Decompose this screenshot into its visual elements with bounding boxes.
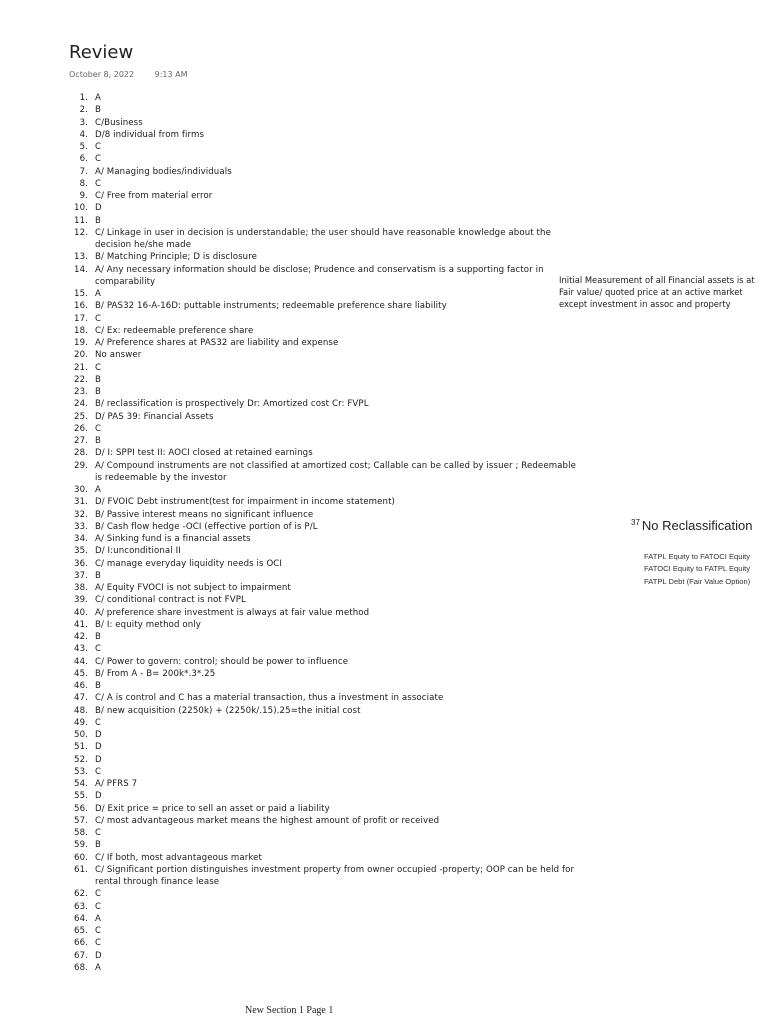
answer-item [68,215,583,227]
side-note: Initial Measurement of all Financial assets is at Fair value/ quoted price at an active market except investment in assoc and property [559,275,755,310]
answer-number: 16. [74,301,88,312]
answer-text: C/ Linkage in user in decision is understandable; the user should have reasonable knowledge about the decision he/she made [95,227,551,250]
answer-item [68,888,583,900]
answer-item [68,839,583,851]
answer-item [68,901,583,913]
answer-item [68,754,583,766]
answer-item [68,496,583,508]
answer-number: 64. [74,913,88,924]
answer-number: 23. [74,387,88,397]
answer-text: A [95,485,101,495]
answer-item [68,227,583,252]
answer-number: 40. [74,607,88,618]
answer-number: 9. [79,191,88,201]
answer-item [68,484,583,496]
answer-text: C/ manage everyday liquidity needs is OCI [95,558,283,569]
answer-item [68,423,583,435]
answer-number: 48. [74,705,88,716]
answer-item [68,582,583,594]
answer-text: C/ Ex: redeemable preference share [95,325,254,336]
answer-item [68,300,583,312]
answer-text: B [95,374,101,385]
reclassification-item: FATPL Debt (Fair Value Option) [644,576,751,586]
answer-number: 29. [74,460,88,471]
answer-text: C [95,142,102,152]
answer-item [68,460,583,485]
answer-item [68,803,583,815]
answer-text: D [95,742,102,753]
answer-text: D [95,730,102,740]
answer-number: 42. [74,632,88,642]
answer-list [68,92,583,974]
answer-number: 67. [74,950,88,961]
answer-item [68,913,583,925]
answer-item [68,411,583,423]
answer-text: C/ conditional contract is not FVPL [95,595,246,606]
answer-text: B [95,681,101,691]
answer-number: 45. [74,668,88,679]
answer-item [68,619,583,631]
answer-text: D/8 individual from firms [95,129,205,140]
answer-number: 2. [79,105,88,116]
page-date: October 8, 2022 [69,70,135,79]
answer-number: 13. [74,252,88,263]
answer-number: 30. [74,485,88,495]
reclassification-list [644,551,763,588]
answer-text: B/ I: equity method only [95,619,201,630]
answer-number: 20. [74,350,88,361]
answer-number: 3. [79,117,88,128]
answer-number: 32. [74,509,88,520]
reclassification-title: No Reclassification [641,518,753,533]
answer-number: 39. [74,595,88,606]
answer-text: A/ Preference shares at PAS32 are liability and expense [95,338,339,348]
answer-item [68,533,583,545]
answer-number: 24. [74,399,88,410]
answer-item [68,827,583,839]
answer-text: B/ new acquisition (2250k) + (2250k/.15).25=the initial cost [95,705,361,716]
answer-item [68,545,583,557]
answer-item [68,202,583,214]
answer-number: 50. [74,730,88,740]
answer-number: 66. [74,938,88,949]
answer-number: 12. [74,227,88,238]
answer-text: D [95,950,102,961]
answer-item [68,852,583,864]
answer-number: 47. [74,693,88,704]
answer-text: B [95,387,101,397]
answer-text: A [95,289,101,299]
answer-text: A [95,93,101,103]
answer-number: 26. [74,423,88,434]
answer-item [68,435,583,447]
answer-item [68,374,583,386]
answer-item [68,362,583,374]
answer-number: 35. [74,546,88,557]
answer-text: No answer [95,350,142,361]
answer-item [68,962,583,974]
answer-item [68,925,583,937]
answer-text: D/ FVOIC Debt instrument(test for impairment in income statement) [95,497,396,508]
answer-number: 19. [74,338,88,348]
answer-text: C/ Power to govern: control; should be power to influence [95,656,349,667]
answer-number: 10. [74,203,88,214]
answer-item [68,717,583,729]
answer-text: C [95,717,102,728]
answer-text: D [95,754,102,765]
answer-text: D/ Exit price = price to sell an asset or paid a liability [95,803,330,814]
answer-text: B/ Matching Principle; D is disclosure [95,252,258,263]
answer-text: C/ If both, most advantageous market [95,852,263,863]
answer-item [68,950,583,962]
answer-item [68,264,583,289]
answer-item [68,325,583,337]
page-time: 9:13 AM [154,70,188,79]
answer-number: 28. [74,448,88,459]
answer-text: D/ PAS 39: Financial Assets [95,411,214,422]
answer-item [68,166,583,178]
answer-number: 65. [74,926,88,936]
answer-number: 4. [79,129,88,140]
answer-number: 46. [74,681,88,691]
answer-text: C [95,644,102,655]
answer-item [68,386,583,398]
answer-text: C/Business [95,117,143,128]
answer-number: 33. [74,521,88,532]
answer-number: 14. [74,264,88,275]
answer-item [68,398,583,410]
reclassification-note [631,518,763,588]
answer-text: C/ Significant portion distinguishes investment property from owner occupied -property; OOP can be held for rental through finance lease [95,864,575,887]
answer-item [68,92,583,104]
answer-item [68,190,583,202]
page-title: Review [69,42,134,63]
answer-text: C/ most advantageous market means the highest amount of profit or received [95,815,440,826]
answer-number: 34. [74,534,88,544]
answer-item [68,680,583,692]
answer-text: A [95,913,101,924]
answer-number: 18. [74,325,88,336]
answer-text: C/ A is control and C has a material transaction, thus a investment in associate [95,693,444,704]
answer-text: B [95,436,101,446]
answer-number: 61. [74,864,88,875]
answer-text: B/ reclassification is prospectively Dr: Amortized cost Cr: FVPL [95,399,369,410]
answer-number: 17. [74,313,88,324]
answer-item [68,129,583,141]
answer-number: 8. [79,178,88,189]
answer-text: D/ I: SPPI test II: AOCI closed at retained earnings [95,448,313,459]
answer-item [68,447,583,459]
answer-number: 22. [74,374,88,385]
answer-item [68,815,583,827]
answer-number: 25. [74,411,88,422]
answer-number: 11. [74,215,88,226]
answer-text: B [95,215,101,226]
answer-number: 54. [74,779,88,789]
answer-number: 31. [74,497,88,508]
answer-text: A/ Managing bodies/individuals [95,166,232,177]
answer-number: 15. [74,289,88,299]
answer-number: 1. [79,93,88,103]
answer-text: C [95,901,102,912]
answer-text: C [95,926,102,936]
answer-item [68,729,583,741]
answer-text: B [95,840,101,851]
answer-number: 58. [74,828,88,838]
answer-number: 68. [74,962,88,973]
answer-number: 5. [79,142,88,152]
answer-text: C [95,313,102,324]
answer-item [68,937,583,949]
answer-text: C [95,178,102,189]
answer-item [68,741,583,753]
answer-text: D [95,203,102,214]
answer-text: A/ preference share investment is always at fair value method [95,607,370,618]
answer-item [68,864,583,889]
answer-number: 49. [74,717,88,728]
answer-text: B/ From A - B= 200k*.3*.25 [95,668,216,679]
answer-text: D/ I:unconditional II [95,546,181,557]
answer-number: 62. [74,889,88,900]
answer-item [68,104,583,116]
answer-number: 63. [74,901,88,912]
answer-item [68,521,583,533]
answer-item [68,705,583,717]
answer-number: 44. [74,656,88,667]
answer-text: B/ Passive interest means no significant influence [95,509,314,520]
answer-number: 36. [74,558,88,569]
answer-item [68,607,583,619]
answer-text: A/ Any necessary information should be disclose; Prudence and conservatism is a supporting factor in comparability [95,264,544,287]
answer-item [68,766,583,778]
reclassification-item: FATPL Equity to FATOCI Equity [644,552,751,561]
answer-text: C [95,828,102,838]
answer-item [68,509,583,521]
answer-number: 56. [74,803,88,814]
answer-item [68,349,583,361]
answer-text: B [95,632,101,642]
answer-item [68,153,583,165]
answer-number: 41. [74,619,88,630]
answer-number: 59. [74,840,88,851]
answer-text: C [95,423,102,434]
answer-number: 7. [79,166,88,177]
answer-item [68,251,583,263]
answer-number: 60. [74,852,88,863]
answer-item [68,668,583,680]
reclassification-heading [631,518,763,533]
answer-item [68,178,583,190]
answer-text: A/ Sinking fund is a financial assets [95,534,251,544]
page-footer: New Section 1 Page 1 [245,1005,334,1016]
answer-item [68,778,583,790]
answer-number: 43. [74,644,88,655]
answer-text: C [95,938,102,949]
answer-text: B [95,105,101,116]
answer-number: 37. [74,570,88,581]
answer-text: C [95,889,102,900]
answer-item [68,288,583,300]
answer-number: 51. [74,742,88,753]
answer-text: A/ Compound instruments are not classified at amortized cost; Callable can be called by issuer ; Redeemable is redeemable by the investor [95,460,576,483]
answer-number: 6. [79,154,88,165]
answer-item [68,594,583,606]
answer-text: B/ PAS32 16-A-16D: puttable instruments; redeemable preference share liability [95,301,447,312]
answer-item [68,141,583,153]
answer-number: 52. [74,754,88,765]
answer-item [68,643,583,655]
answer-item [68,656,583,668]
answer-number: 21. [74,362,88,373]
answer-text: A [95,962,101,973]
answer-text: C/ Free from material error [95,191,213,201]
reclassification-item: FATOCI Equity to FATPL Equity [644,564,751,574]
reclassification-number: 37 [631,518,640,527]
answer-number: 27. [74,436,88,446]
answer-item [68,631,583,643]
answer-item [68,337,583,349]
answer-text: B/ Cash flow hedge -OCI (effective portion of is P/L [95,521,318,532]
answer-number: 57. [74,815,88,826]
answer-number: 53. [74,766,88,777]
page-meta [69,70,188,79]
answer-text: C [95,362,102,373]
answer-text: D [95,791,102,802]
answer-text: A/ PFRS 7 [95,779,138,789]
answer-text: C [95,766,102,777]
answer-item [68,558,583,570]
answer-item [68,313,583,325]
answer-text: A/ Equity FVOCI is not subject to impairment [95,583,291,593]
answer-number: 38. [74,583,88,593]
answer-item [68,790,583,802]
answer-text: C [95,154,102,165]
answer-item [68,117,583,129]
answer-item [68,692,583,704]
answer-item [68,570,583,582]
answer-number: 55. [74,791,88,802]
answer-text: B [95,570,101,581]
